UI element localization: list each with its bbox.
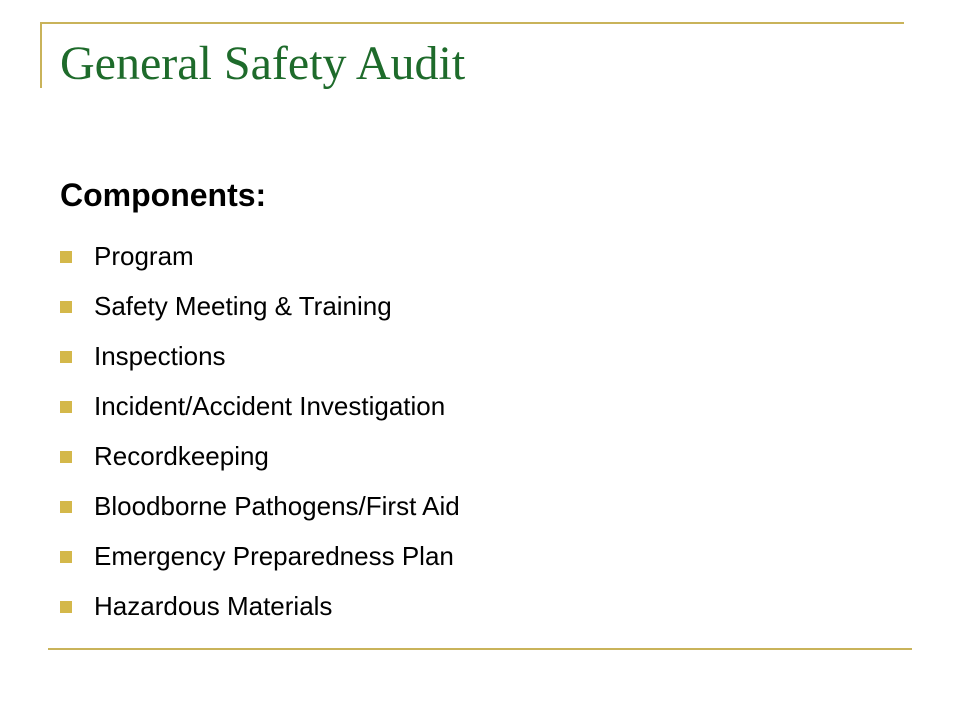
square-bullet-icon xyxy=(60,501,72,513)
list-item-text: Recordkeeping xyxy=(94,441,269,471)
list-item-text: Incident/Accident Investigation xyxy=(94,391,446,421)
list-item xyxy=(60,538,460,588)
section-heading: Components: xyxy=(60,177,267,213)
list-item xyxy=(60,488,460,538)
list-item xyxy=(60,438,460,488)
list-item-text: Program xyxy=(94,241,194,271)
list-item xyxy=(60,588,460,638)
list-item-text: Safety Meeting & Training xyxy=(94,291,392,321)
list-item xyxy=(60,388,460,438)
top-rule xyxy=(40,22,904,24)
list-item xyxy=(60,338,460,388)
list-item-text: Inspections xyxy=(94,341,226,371)
bottom-rule xyxy=(48,648,912,650)
square-bullet-icon xyxy=(60,351,72,363)
square-bullet-icon xyxy=(60,401,72,413)
square-bullet-icon xyxy=(60,451,72,463)
bullet-list xyxy=(60,238,460,638)
slide-title: General Safety Audit xyxy=(60,37,466,90)
square-bullet-icon xyxy=(60,301,72,313)
list-item-text: Hazardous Materials xyxy=(94,591,333,621)
square-bullet-icon xyxy=(60,601,72,613)
list-item xyxy=(60,288,460,338)
list-item xyxy=(60,238,460,288)
list-item-text: Bloodborne Pathogens/First Aid xyxy=(94,491,460,521)
square-bullet-icon xyxy=(60,551,72,563)
left-rule xyxy=(40,22,42,88)
square-bullet-icon xyxy=(60,251,72,263)
list-item-text: Emergency Preparedness Plan xyxy=(94,541,454,571)
